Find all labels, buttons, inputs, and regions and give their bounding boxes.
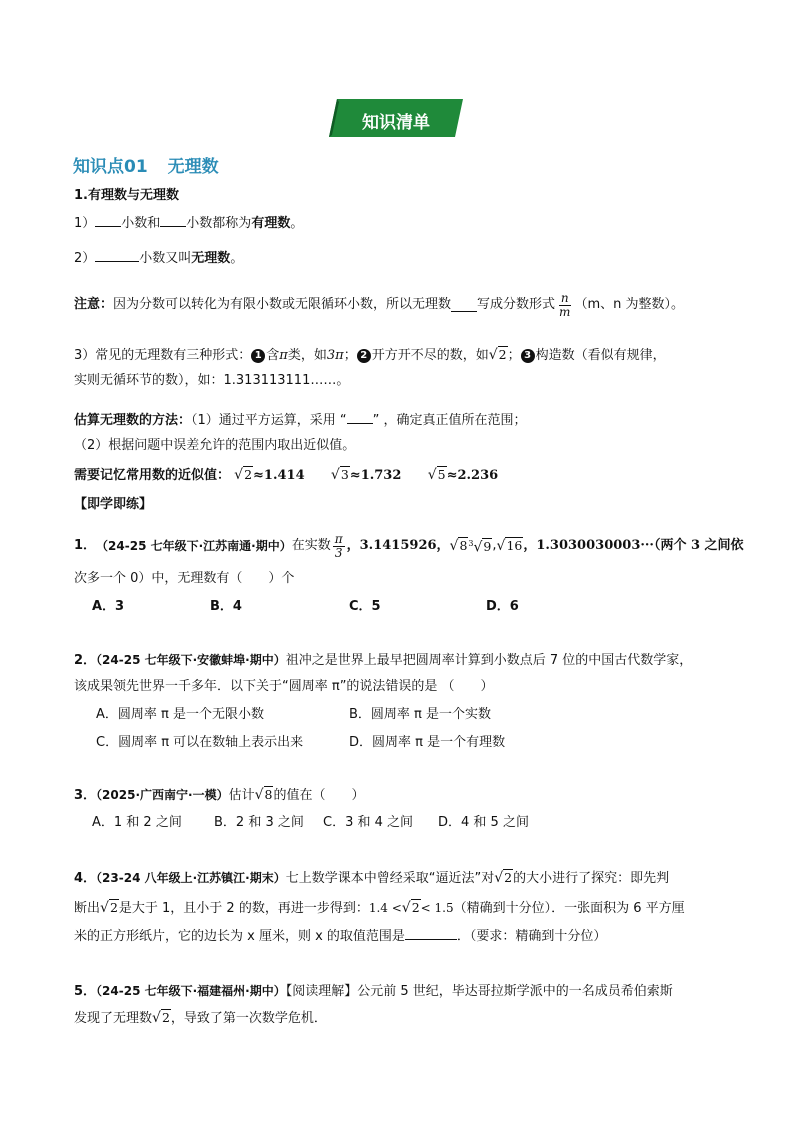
q4-l2-b: 是大于 1，且小于 2 的数，再进一步得到： xyxy=(118,901,369,916)
form-3-a: 构造数（看似有规律， xyxy=(535,348,666,363)
form-1-b: 类，如 xyxy=(287,348,327,363)
banner-title: 知识清单 xyxy=(362,113,430,133)
item-2-end: 小数又叫 xyxy=(139,251,192,266)
sqrt-2: √2 xyxy=(234,467,253,483)
item-1-bold: 有理数 xyxy=(251,216,291,231)
option[interactable]: A．圆周率 π 是一个无限小数 xyxy=(96,707,264,722)
option[interactable]: B．圆周率 π 是一个实数 xyxy=(349,707,492,722)
option[interactable]: D．6 xyxy=(486,599,519,614)
option[interactable]: B．2 和 3 之间 xyxy=(214,815,304,830)
estimate-text-1a: （1）通过平方运算，采用 “ xyxy=(191,413,347,428)
q5-l2-a: 发现了无理数 xyxy=(74,1011,153,1026)
circled-number-2: 2 xyxy=(357,349,371,363)
estimate-text-1b: ” ，确定真正值所在范围； xyxy=(372,413,527,428)
item-2-tail: 。 xyxy=(230,251,244,266)
form-1-a: 含 xyxy=(266,348,280,363)
sqrt-3: √3 xyxy=(330,467,349,483)
question-1: 1． （24-25 七年级下·江苏南通·期中） 在实数 $\frac{\pi}{3}$ ，3.1415926， √8 $^3$√9 , √16 ，1.3030030003···（两个 3 之间依 xyxy=(74,531,744,560)
sqrt-16: √16 xyxy=(496,537,523,554)
sqrt-2: √2 xyxy=(100,900,118,916)
blank xyxy=(160,214,186,227)
forms-prefix: 3）常见的无理数有三种形式： xyxy=(74,348,252,363)
form-2-a: 开方开不尽的数，如 xyxy=(371,348,489,363)
sqrt-2: √2 xyxy=(488,347,507,363)
kp-number: 知识点01 xyxy=(73,157,148,177)
blank xyxy=(347,411,373,424)
memo-value-2: ≈1.732 xyxy=(349,468,402,483)
circled-number-1: 1 xyxy=(251,349,265,363)
q1-text-c: ，1.3030030003···（两个 3 之间依 xyxy=(523,538,744,553)
q4-line-2 xyxy=(74,899,685,918)
sqrt-8: √8 xyxy=(254,787,273,803)
blank xyxy=(95,214,121,227)
q4-l2-c: （精确到十分位）．一张面积为 6 平方厘 xyxy=(453,901,685,916)
section-banner xyxy=(329,99,463,137)
note-text-c: （m、n 为整数）。 xyxy=(574,297,684,312)
q2-line-1: 祖冲之是世界上最早把圆周率计算到小数点后 7 位的中国古代数学家， xyxy=(285,653,693,668)
question-number: 4． xyxy=(74,871,97,886)
question-source: （24-25 七年级下·福建福州·期中） xyxy=(96,984,286,998)
fraction-pi-over-3: $\frac{\pi}{3}$ xyxy=(334,531,343,560)
inequality-left: 1.4 < xyxy=(368,901,402,915)
blank xyxy=(451,299,477,312)
estimate-line-2: （2）根据问题中误差允许的范围内取出近似值。 xyxy=(74,438,356,453)
forms-line-1 xyxy=(74,346,666,365)
circled-number-3: 3 xyxy=(521,349,535,363)
sqrt-2: √2 xyxy=(152,1010,170,1026)
question-source: （24-25 七年级下·安徽蚌埠·期中） xyxy=(96,653,286,667)
memo-line xyxy=(74,466,498,485)
item-1-mid: 小数和 xyxy=(121,216,161,231)
q4-l2-a: 断出 xyxy=(74,901,101,916)
q2-line-2: 该成果领先世界一千多年．以下关于“圆周率 π”的说法错误的是 （ ） xyxy=(74,679,494,694)
sqrt-2: √2 xyxy=(494,870,513,886)
memo-label: 需要记忆常用数的近似值： xyxy=(74,468,231,483)
option[interactable]: D．4 和 5 之间 xyxy=(438,815,529,830)
q5-tag: 【阅读理解】 xyxy=(285,984,358,999)
q1-text-a: 在实数 xyxy=(291,538,331,553)
q3-text-b: 的值在（ ） xyxy=(273,788,365,803)
question-number: 1． xyxy=(74,538,97,553)
sqrt-8: √8 xyxy=(449,537,468,554)
q4-line-3 xyxy=(74,927,606,946)
note-text-a: 因为分数可以转化为有限小数或无限循环小数，所以无理数 xyxy=(113,297,452,312)
item-1-end: 小数都称为 xyxy=(186,216,252,231)
option[interactable]: C．3 和 4 之间 xyxy=(323,815,414,830)
cube-root-9: $^3$√9 xyxy=(468,538,492,556)
q5-line-1: 公元前 5 世纪，毕达哥拉斯学派中的一名成员希伯索斯 xyxy=(357,984,673,999)
question-source: （2025·广西南宁·一模） xyxy=(96,788,229,802)
kp-name: 无理数 xyxy=(167,157,219,177)
form-1-example: 3π xyxy=(326,348,344,363)
q1-text-b: ，3.1415926， xyxy=(346,538,450,553)
item-2-prefix: 2） xyxy=(74,251,96,266)
q5-line-2 xyxy=(74,1009,327,1028)
q4-l3-b: ．（要求：精确到十分位） xyxy=(456,929,607,944)
blank xyxy=(95,249,139,262)
pi-symbol: π xyxy=(279,348,288,363)
sqrt-2: √2 xyxy=(401,900,420,916)
q1-line-2: 次多一个 0）中，无理数有（ ）个 xyxy=(74,571,295,586)
note-label: 注意： xyxy=(74,297,114,312)
item-1-tail: 。 xyxy=(290,216,304,231)
memo-value-3: ≈2.236 xyxy=(446,468,499,483)
form-2-c: ； xyxy=(507,348,521,363)
item-1-prefix: 1） xyxy=(74,216,96,231)
question-source: （24-25 七年级下·江苏南通·期中） xyxy=(96,539,292,553)
note-text-b: 写成分数形式 xyxy=(477,297,556,312)
q4-l3-a: 米的正方形纸片，它的边长为 x 厘米，则 x 的取值范围是 xyxy=(74,929,405,944)
section-heading: 1.有理数与无理数 xyxy=(74,188,179,203)
question-number: 5． xyxy=(74,984,97,999)
question-number: 2． xyxy=(74,653,97,668)
item-1 xyxy=(74,214,303,233)
form-1-c: ； xyxy=(343,348,357,363)
question-number: 3． xyxy=(74,788,97,803)
question-5 xyxy=(74,982,673,1001)
q5-l2-b: ，导致了第一次数学危机． xyxy=(170,1011,327,1026)
question-4 xyxy=(74,869,669,888)
q4-l1-a: 七上数学课本中曾经采取“逼近法”对 xyxy=(285,871,495,886)
option[interactable]: C．5 xyxy=(349,599,381,614)
option[interactable]: D．圆周率 π 是一个有理数 xyxy=(349,735,506,750)
option[interactable]: B．4 xyxy=(210,599,242,614)
memo-value-1: ≈1.414 xyxy=(253,468,305,483)
practice-heading: 【即学即练】 xyxy=(74,497,153,512)
option[interactable]: A．1 和 2 之间 xyxy=(92,815,182,830)
fraction-n-over-m: $\frac{n}{m}$ xyxy=(559,290,571,319)
option[interactable]: C．圆周率 π 可以在数轴上表示出来 xyxy=(96,735,304,750)
item-2-bold: 无理数 xyxy=(191,251,231,266)
estimate-label: 估算无理数的方法： xyxy=(74,413,192,428)
estimate-line-1 xyxy=(74,411,527,430)
q3-text-a: 估计 xyxy=(228,788,255,803)
question-3 xyxy=(74,786,364,805)
inequality-right: < 1.5 xyxy=(420,901,454,915)
sqrt-5: √5 xyxy=(427,467,446,483)
question-source: （23-24 八年级上·江苏镇江·期末） xyxy=(96,871,286,885)
question-2 xyxy=(74,651,692,670)
answer-blank[interactable] xyxy=(405,927,457,940)
note xyxy=(74,287,684,323)
option[interactable]: A．3 xyxy=(92,599,125,614)
forms-line-2: 实则无循环节的数），如：1.313113111……。 xyxy=(74,373,350,388)
q4-l1-b: 的大小进行了探究：即先判 xyxy=(513,871,670,886)
knowledge-point-title xyxy=(73,152,219,177)
item-2 xyxy=(74,249,243,268)
